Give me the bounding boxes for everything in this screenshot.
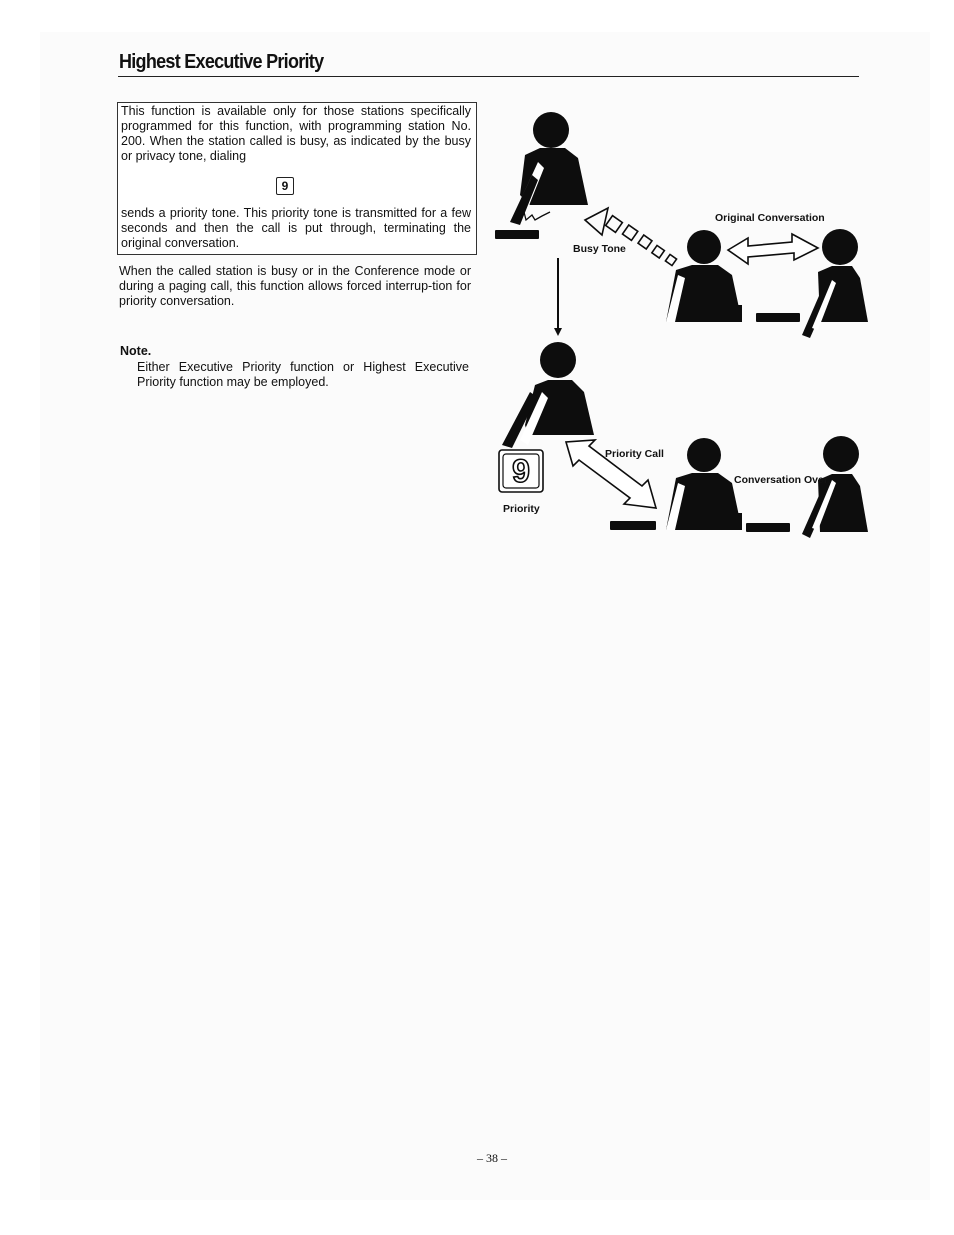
note-heading: Note.	[120, 344, 152, 358]
busy-tone-signal-icon	[585, 208, 677, 266]
title-rule	[118, 76, 859, 77]
body-paragraph: When the called station is busy or in the Conference mode or during a paging call, this function allows forced interrup-tion for priority conversation.	[119, 264, 471, 308]
page-title: Highest Executive Priority	[119, 51, 324, 73]
info-box-intro: This function is available only for those stations specifically programmed for this function, with programming station No. 200. When the station called is busy, as indicated by the busy or privacy tone, dialing	[121, 104, 471, 163]
flow-down-arrow-icon	[554, 258, 562, 336]
info-box-result: sends a priority tone. This priority tone is transmitted for a few seconds and then the call is put through, terminating the original conversation.	[121, 206, 471, 250]
priority-key-symbol: 9	[512, 453, 530, 489]
station-figure-right-bottom	[802, 436, 868, 538]
label-conversation-over: Conversation Over	[734, 474, 828, 486]
caller-figure-top	[495, 112, 588, 239]
note-text: Either Executive Priority function or Highest Executive Priority function may be employed.	[137, 360, 469, 389]
label-original-conversation: Original Conversation	[715, 212, 825, 224]
ring-spark-icon	[520, 212, 550, 222]
info-box	[117, 102, 477, 255]
label-priority: Priority	[503, 503, 540, 515]
label-busy-tone: Busy Tone	[573, 243, 626, 255]
key-9-icon: 9	[276, 177, 294, 195]
priority-key-icon	[499, 450, 543, 492]
page-number: – 38 –	[477, 1151, 507, 1165]
priority-diagram	[480, 100, 880, 540]
label-priority-call: Priority Call	[605, 448, 664, 460]
caller-figure-bottom	[502, 342, 594, 448]
original-conversation-arrow-icon	[728, 234, 818, 264]
